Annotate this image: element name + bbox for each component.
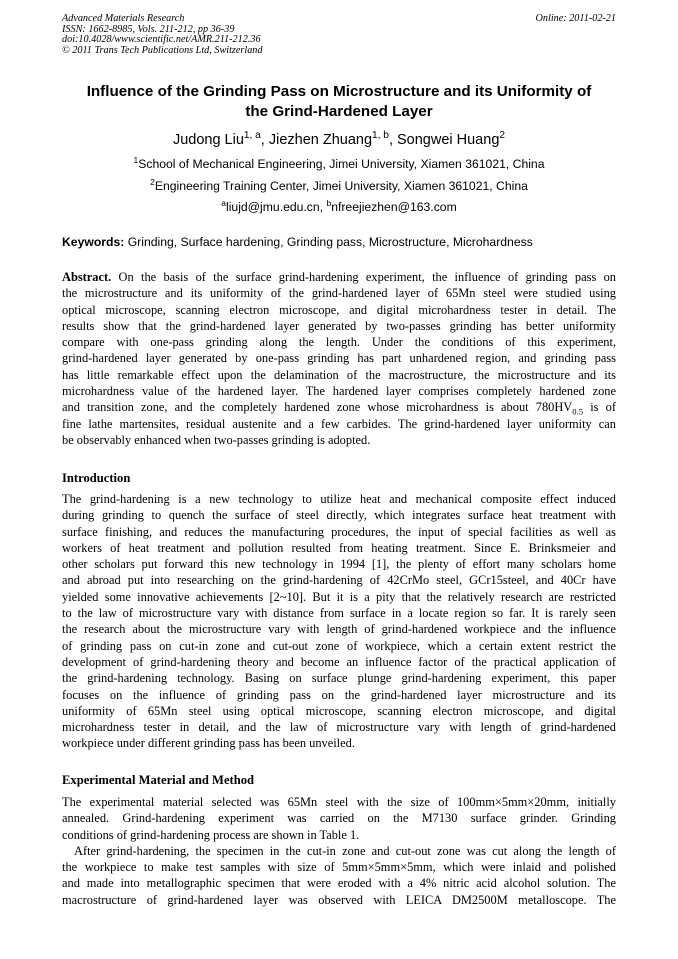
author-affiliation-mark: 1, a bbox=[243, 130, 261, 142]
method-line: After grind-hardening, the specimen in the cut-in zone and cut-out zone was cut along the length of bbox=[74, 843, 616, 858]
intro-line: The grind-hardening is a new technology to utilize heat and mechanical composite effect induced bbox=[62, 492, 616, 506]
abstract-paragraph bbox=[62, 269, 616, 448]
affiliation-1 bbox=[62, 156, 616, 172]
keywords-text: Grinding, Surface hardening, Grinding pass, Microstructure, Microhardness bbox=[127, 235, 533, 249]
abstract-line: microhardness value of the hardened layer. The hardened layer comprises completely hardened zone bbox=[62, 384, 616, 399]
method-line: The experimental material selected was 65Mn steel with the size of 100mm×5mm×20mm, initially bbox=[62, 795, 616, 809]
keywords-label: Keywords: bbox=[62, 235, 125, 249]
abstract-line: fine lathe martensites, residual austenite and a few carbides. The grind-hardened layer uniformity can bbox=[62, 416, 616, 431]
method-line: conditions of grind-hardening process are shown in Table 1. bbox=[62, 827, 360, 842]
title-line-2: the Grind-Hardened Layer bbox=[245, 103, 433, 120]
intro-line: development of grind-hardening theory and become an influence factor of the practical application of bbox=[62, 654, 616, 669]
doi-line: doi:10.4028/www.scientific.net/AMR.211-212.36 bbox=[62, 34, 261, 46]
email-link[interactable]: nfreejiezhen@163.com bbox=[331, 200, 457, 214]
abstract-line: results show that the grind-hardened layer generated by two-passes grinding has better uniformity bbox=[62, 318, 616, 333]
abstract-line-text: On the basis of the surface grind-hardening experiment, the influence of grinding pass on bbox=[118, 270, 616, 284]
abstract-line-text: and transition zone, and the completely hardened zone whose microhardness is about 780HV bbox=[62, 400, 573, 415]
intro-line: the grind-hardening technology. Basing on surface plunge grind-hardening experiment, this paper bbox=[62, 671, 616, 686]
abstract-line: be observably enhanced when two-passes grinding is adopted. bbox=[62, 432, 371, 447]
author-list bbox=[62, 130, 616, 150]
method-line: the workpiece to make test samples with size of 5mm×5mm×5mm, which were inlaid and polished bbox=[62, 860, 616, 875]
intro-line: other scholars put forward this new technology in 1994 [1], the plenty of effort many scholars home bbox=[62, 557, 616, 572]
intro-line: and abroad put into researching on the grind-hardening of 42CrMo steel, GCr15steel, and 40Cr have bbox=[62, 573, 616, 588]
author-separator: , bbox=[388, 132, 397, 148]
intro-line: of grinding pass on cut-in zone and cut-out zone of workpiece, which a certain extent restrict the bbox=[62, 638, 616, 653]
online-date: Online: 2011-02-21 bbox=[535, 13, 616, 24]
section-heading-method: Experimental Material and Method bbox=[62, 773, 255, 787]
section-heading-introduction: Introduction bbox=[62, 471, 131, 485]
introduction-paragraph bbox=[62, 491, 616, 752]
author-affiliation-mark: 1, b bbox=[372, 130, 389, 142]
abstract-line: compare with one-pass grinding along the length. Under the conditions of this experiment, bbox=[62, 335, 616, 350]
abstract-line: the microstructure and its uniformity of the grind-hardened layer of 65Mn steel were studied using bbox=[62, 286, 616, 301]
affiliation-2 bbox=[62, 178, 616, 194]
copyright-line: © 2011 Trans Tech Publications Ltd, Switzerland bbox=[62, 44, 263, 56]
intro-line: workpiece under different grinding pass has been unveiled. bbox=[62, 736, 355, 751]
intro-line: yielded some innovative achievements [2~10]. But it is a pity that the relatively research are restricted bbox=[62, 589, 616, 604]
journal-header bbox=[62, 14, 262, 56]
method-line: and made into metallographic specimen that were eroded with a 4% nitric acid alcohol solution. The bbox=[62, 876, 616, 891]
paper-title bbox=[62, 82, 616, 122]
abstract-line bbox=[62, 269, 616, 285]
email-mark: b bbox=[326, 197, 332, 208]
affiliation-text: Engineering Training Center, Jimei University, Xiamen 361021, China bbox=[154, 179, 528, 193]
author-emails bbox=[62, 199, 616, 215]
intro-line: to the law of microstructure vary with distance from surface in a locate region so far. It is rarely seen bbox=[62, 606, 616, 621]
abstract-line bbox=[62, 399, 616, 415]
issn-line: ISSN: 1662-8985, Vols. 211-212, pp 36-39 bbox=[62, 23, 235, 35]
affiliation-text: School of Mechanical Engineering, Jimei University, Xiamen 361021, China bbox=[138, 157, 545, 171]
method-line: annealed. Grind-hardening experiment was carried on the M7130 surface grinder. Grinding bbox=[62, 811, 616, 826]
intro-line: the research about the microstructure vary with length of grind-hardened workpiece and the influence bbox=[62, 622, 616, 637]
method-line: macrostructure of grind-hardened layer was observed with LEICA DM2500M metalloscope. The bbox=[62, 892, 616, 907]
intro-line: surface finishing, and reduces the manufacturing procedures, the input of special facilities as well as bbox=[62, 524, 616, 539]
abstract-label: Abstract. bbox=[62, 270, 112, 284]
email-link[interactable]: liujd@jmu.edu.cn bbox=[226, 200, 320, 214]
affiliation-mark: 2 bbox=[150, 176, 155, 187]
journal-name: Advanced Materials Research bbox=[62, 13, 185, 24]
abstract-line-text: is of bbox=[583, 400, 616, 415]
author-affiliation-mark: 2 bbox=[499, 130, 506, 142]
abstract-line: optical microscope, scanning electron microscope, and digital microhardness tester in detail. The bbox=[62, 302, 616, 317]
intro-line: microhardness tester in detail, and the law of microstructure vary with length of grind-hardened bbox=[62, 720, 616, 735]
title-line-1: Influence of the Grinding Pass on Microstructure and its Uniformity of bbox=[86, 83, 592, 100]
author-separator: , bbox=[260, 132, 269, 148]
email-separator: , bbox=[319, 200, 327, 214]
intro-line: during grinding to quench the surface of steel directly, which integrates surface heat treatment with bbox=[62, 508, 616, 523]
intro-line: uniformity of 65Mn steel using optical microscope, scanning electron microscope, and digital bbox=[62, 703, 616, 718]
keywords bbox=[62, 234, 616, 250]
hv-subscript: 0.5 bbox=[572, 406, 584, 417]
method-paragraph bbox=[62, 794, 616, 908]
affiliation-mark: 1 bbox=[133, 154, 139, 165]
email-mark: a bbox=[221, 197, 226, 208]
author-name: Judong Liu bbox=[172, 132, 244, 148]
intro-line: workers of heat treatment and pollution resulted from heating treatment. Since E. Brinksmeier and bbox=[62, 540, 616, 555]
author-name: Songwei Huang bbox=[397, 132, 500, 148]
intro-line: focuses on the influence of grinding pass on the grind-hardened layer microstructure and its bbox=[62, 687, 616, 702]
abstract-line: grind-hardened layer generated by one-pass grinding has part unhardened region, and grinding pass bbox=[62, 351, 616, 366]
author-name: Jiezhen Zhuang bbox=[268, 132, 373, 148]
abstract-line: has little remarkable effect upon the delamination of the macrostructure, the microstructure and its bbox=[62, 367, 616, 382]
